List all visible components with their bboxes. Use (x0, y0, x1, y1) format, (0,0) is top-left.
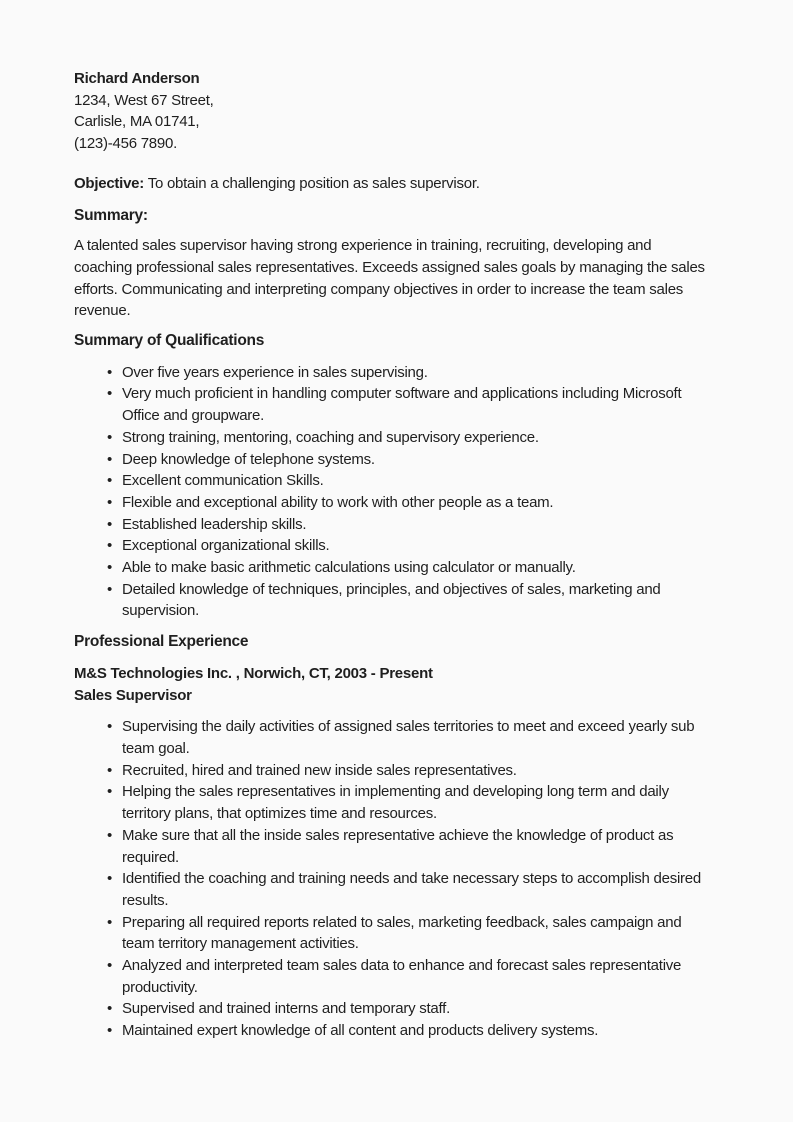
experience-list (74, 716, 710, 1042)
experience-item: • Analyzed and interpreted team sales data to enhance and forecast sales representative productivity. (74, 955, 710, 998)
address-line-2: Carlisle, MA 01741, (74, 113, 200, 131)
qualification-item: • Able to make basic arithmetic calculations using calculator or manually. (74, 557, 710, 579)
address-line-1: 1234, West 67 Street, (74, 91, 214, 109)
phone-number: (123)-456 7890. (74, 135, 177, 153)
experience-item: • Maintained expert knowledge of all content and products delivery systems. (74, 1020, 710, 1042)
qualification-item: • Over five years experience in sales supervising. (74, 362, 710, 384)
qualification-item: • Established leadership skills. (74, 514, 710, 536)
person-name: Richard Anderson (74, 70, 200, 87)
objective-line (74, 173, 710, 195)
experience-item: • Preparing all required reports related to sales, marketing feedback, sales campaign and team territory management activities. (74, 912, 710, 955)
experience-role: Sales Supervisor (74, 686, 192, 704)
experience-company-line: M&S Technologies Inc. , Norwich, CT, 2003 - Present (74, 664, 433, 682)
objective-text: To obtain a challenging position as sales supervisor. (147, 174, 480, 192)
qualification-item: • Excellent communication Skills. (74, 470, 710, 492)
experience-item: • Supervised and trained interns and temporary staff. (74, 998, 710, 1020)
summary-heading: Summary: (74, 206, 148, 224)
qualifications-list (74, 362, 710, 622)
objective-label: Objective: (74, 174, 145, 192)
experience-item: • Make sure that all the inside sales representative achieve the knowledge of product as required. (74, 825, 710, 868)
experience-heading: Professional Experience (74, 633, 249, 651)
resume-content (74, 68, 710, 1042)
experience-item: • Helping the sales representatives in implementing and developing long term and daily territory plans, that optimizes time and resources. (74, 781, 710, 824)
experience-item: • Supervising the daily activities of assigned sales territories to meet and exceed yearly sub team goal. (74, 716, 710, 759)
experience-item: • Identified the coaching and training needs and take necessary steps to accomplish desired results. (74, 868, 710, 911)
qualification-item: • Deep knowledge of telephone systems. (74, 449, 710, 471)
experience-item: • Recruited, hired and trained new inside sales representatives. (74, 760, 710, 782)
qualification-item: • Strong training, mentoring, coaching and supervisory experience. (74, 427, 710, 449)
qualifications-heading: Summary of Qualifications (74, 332, 265, 350)
qualification-item: • Flexible and exceptional ability to work with other people as a team. (74, 492, 710, 514)
summary-paragraph: A talented sales supervisor having strong experience in training, recruiting, developing and coaching professional sales representatives. Exceeds assigned sales goals by managing the sales efforts. Communicating and interpreting company objectives in order to increase the team sales revenue. (74, 237, 705, 320)
qualification-item: • Very much proficient in handling computer software and applications including Microsoft Office and groupware. (74, 383, 710, 426)
qualification-item: • Detailed knowledge of techniques, principles, and objectives of sales, marketing and supervision. (74, 579, 710, 622)
qualification-item: • Exceptional organizational skills. (74, 535, 710, 557)
